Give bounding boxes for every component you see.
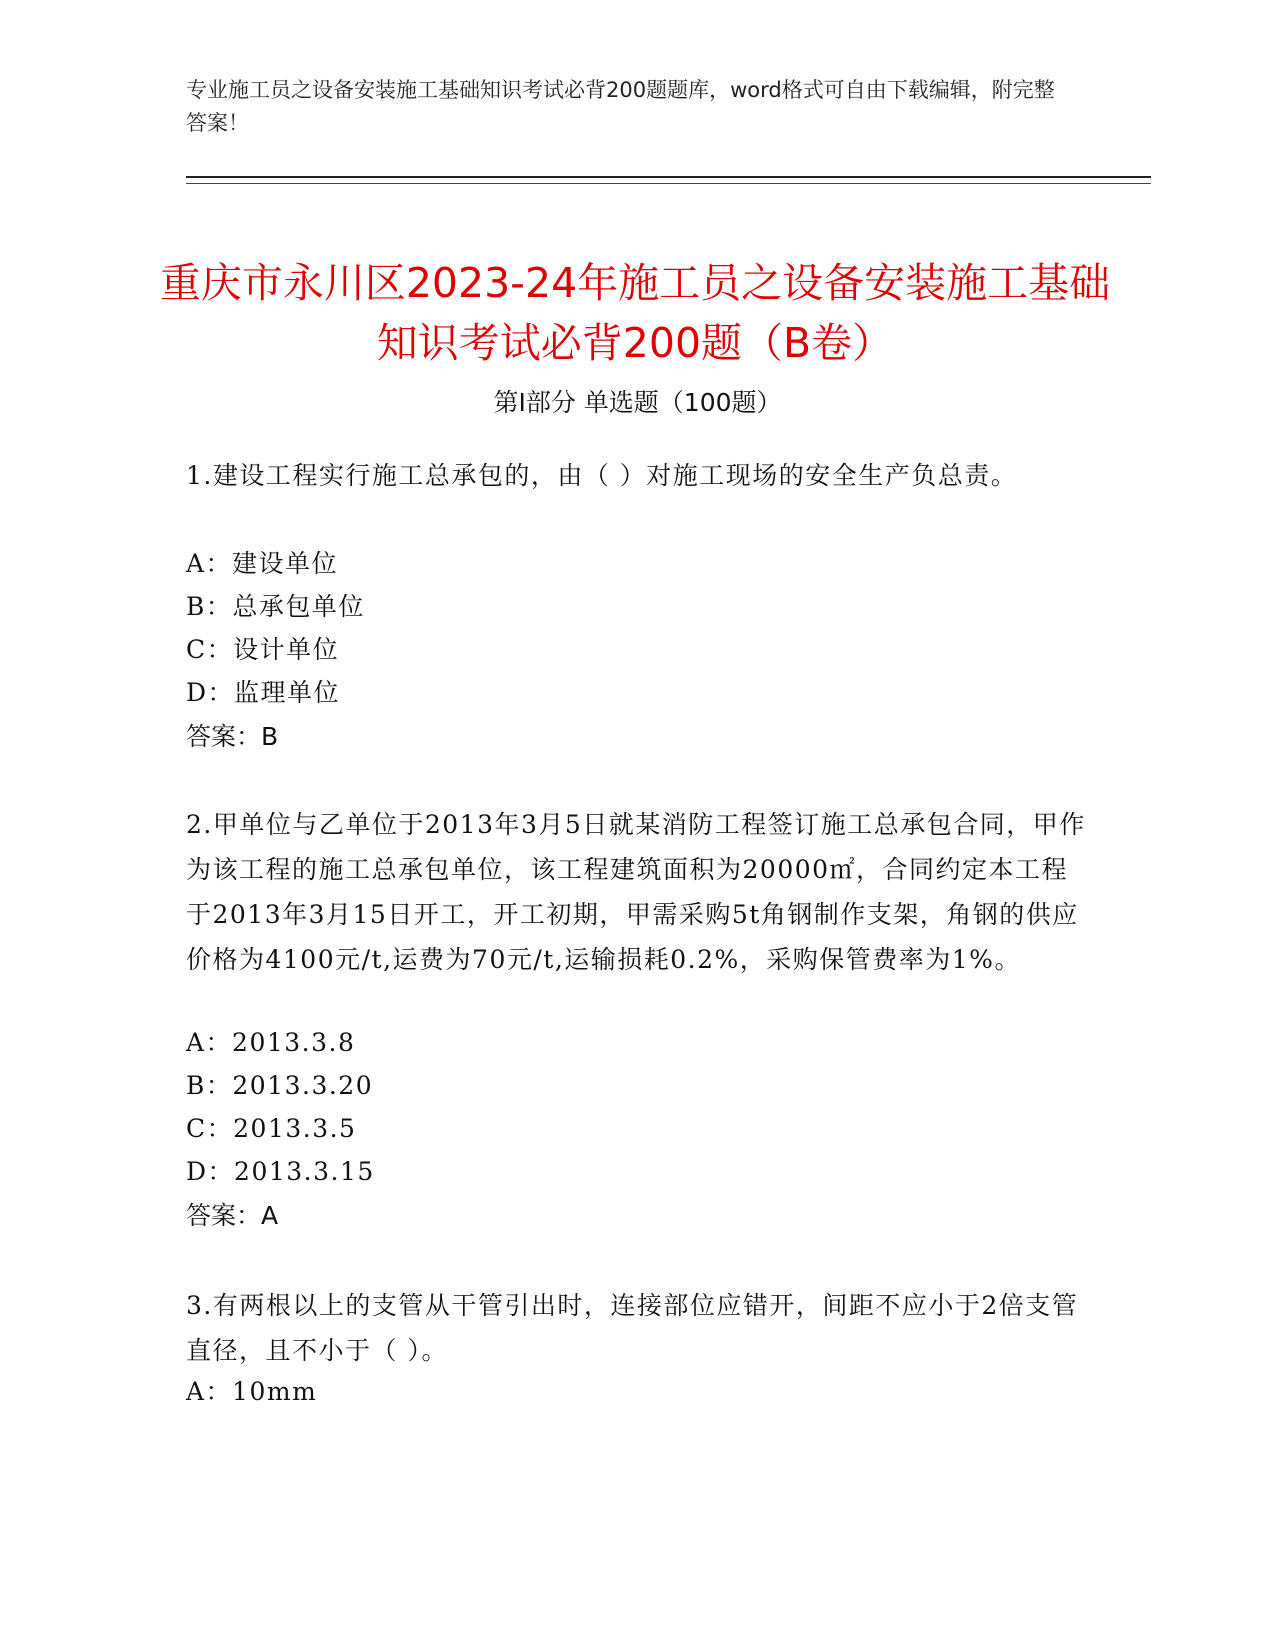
header-note: 专业施工员之设备安装施工基础知识考试必背200题题库，word格式可自由下载编辑，附完整答案！	[186, 78, 1055, 135]
question-1-option-a: A：建设单位	[186, 549, 339, 578]
question-2-option-c: C：2013.3.5	[186, 1114, 357, 1143]
question-2-option-b: B：2013.3.20	[186, 1071, 374, 1100]
header-rule-thin	[186, 183, 1151, 184]
question-2-stem: 2.甲单位与乙单位于2013年3月5日就某消防工程签订施工总承包合同，甲作为该工程的施工总承包单位，该工程建筑面积为20000㎡，合同约定本工程于2013年3月15日开工，开工初期，甲需采购5t角钢制作支架，角钢的供应价格为4100元/t,运费为70元/t,运输损耗0.2%，采购保管费率为1%。	[186, 810, 1086, 974]
question-1-option-b: B：总承包单位	[186, 592, 365, 621]
question-3-stem: 3.有两根以上的支管从干管引出时，连接部位应错开，间距不应小于2倍支管直径，且不小于（ ）。	[186, 1291, 1079, 1365]
document-title: 重庆市永川区2023-24年施工员之设备安装施工基础知识考试必背200题（B卷）	[159, 259, 1111, 368]
question-1-option-c: C：设计单位	[186, 635, 340, 664]
question-2-option-a: A：2013.3.8	[186, 1028, 356, 1057]
question-3-option-a: A：10mm	[186, 1377, 318, 1406]
question-1-option-d: D：监理单位	[186, 678, 341, 707]
question-2-option-d: D：2013.3.15	[186, 1157, 375, 1186]
question-1-stem: 1.建设工程实行施工总承包的，由（ ）对施工现场的安全生产负总责。	[186, 461, 1018, 490]
section-heading: 第I部分 单选题（100题）	[493, 388, 782, 417]
header-rule-thick	[186, 176, 1151, 178]
question-2-answer: 答案：A	[186, 1201, 279, 1230]
question-1-answer: 答案：B	[186, 722, 279, 751]
